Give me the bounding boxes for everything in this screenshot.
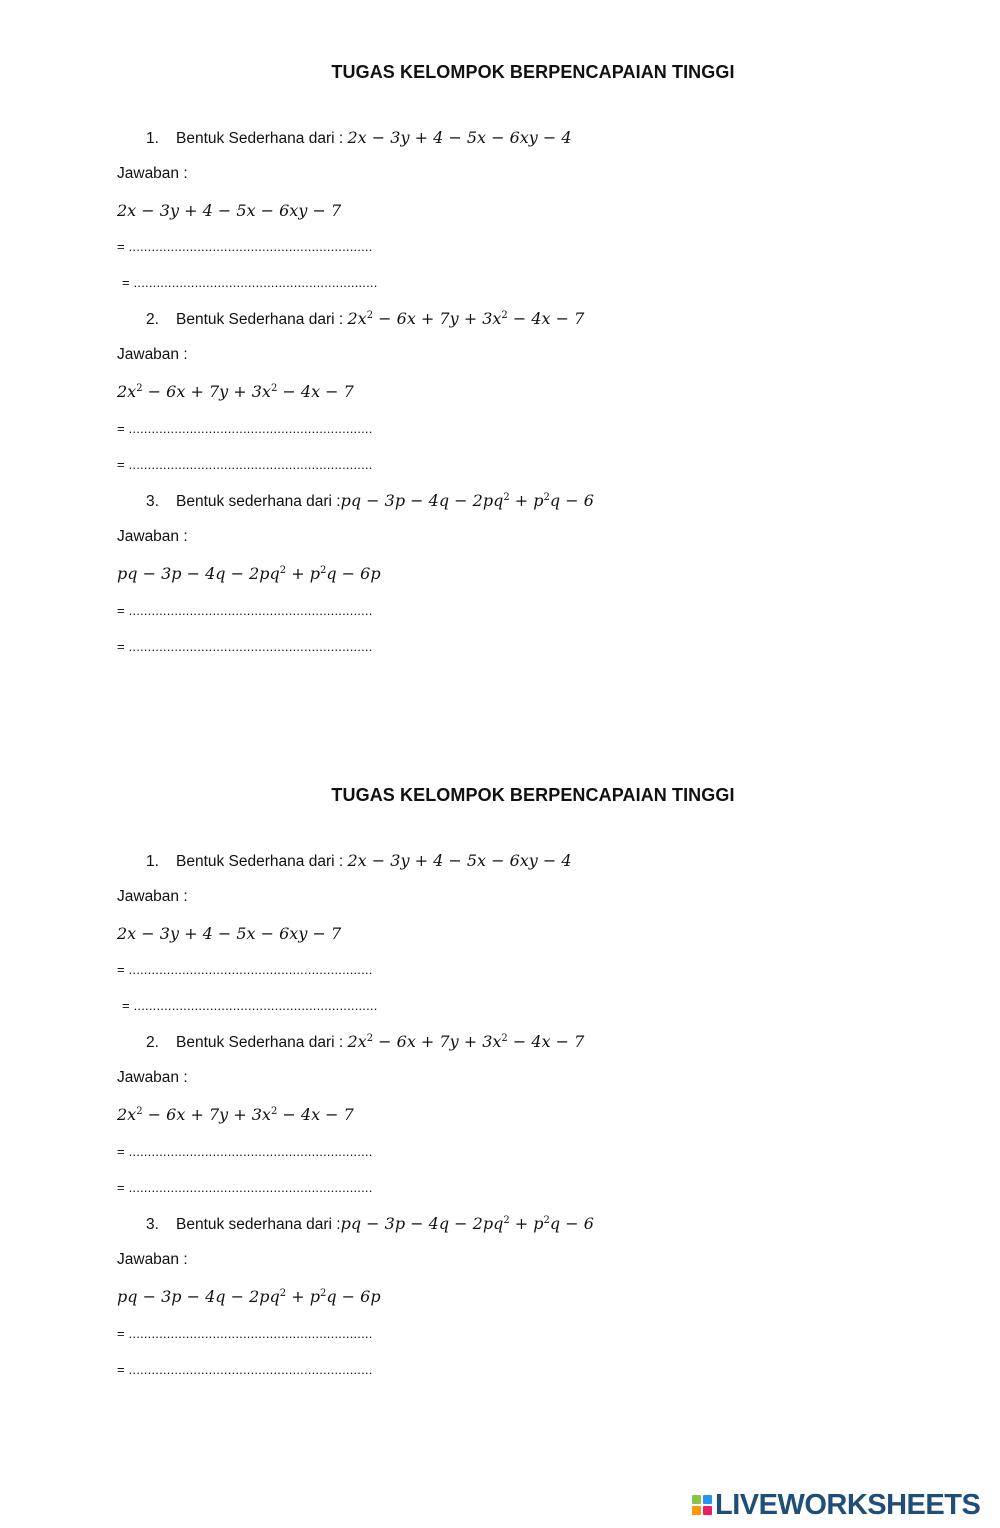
worksheet-title: TUGAS KELOMPOK BERPENCAPAIAN TINGGI <box>331 785 735 805</box>
question-expression: pq − $3p - 4q - 2pq^2 + p^2q - 6$ <box>340 491 594 510</box>
logo-text: LIVEWORKSHEETS <box>715 1488 981 1521</box>
answer-work: 2x − 3y + 4 − 5x − 6xy − 7 <box>117 201 342 220</box>
question-number: 2. <box>146 311 159 328</box>
worksheet-section-2 <box>0 723 1000 1423</box>
answer-blank-line[interactable]: = ................................................................ <box>117 239 373 254</box>
question-prompt: Bentuk Sederhana dari : <box>176 853 348 870</box>
answer-blank-line[interactable]: = ................................................................ <box>117 1144 373 1159</box>
question-expression: 2x − 3y + 4 − 5x − 6xy − 4 <box>347 851 572 870</box>
question-expression: pq − $3p - 4q - 2pq^2 + p^2q - 6$ <box>340 1214 594 1233</box>
worksheet-title: TUGAS KELOMPOK BERPENCAPAIAN TINGGI <box>331 62 735 82</box>
question-expression: $2x^2 - 6x + 7y + 3x^2 - 4x - 7$ <box>347 309 585 328</box>
logo-square-icon <box>703 1506 712 1515</box>
answer-label: Jawaban : <box>117 346 188 363</box>
question-1 <box>146 128 572 148</box>
answer-label: Jawaban : <box>117 1069 188 1086</box>
question-prompt: Bentuk sederhana dari : <box>176 1216 341 1233</box>
answer-work: $2x^2 - 6x + 7y + 3x^2 - 4x - 7$ <box>117 1105 354 1124</box>
question-expression: 2x − 3y + 4 − 5x − 6xy − 4 <box>347 128 572 147</box>
answer-label: Jawaban : <box>117 888 188 905</box>
answer-work: $2x^2 - 6x + 7y + 3x^2 - 4x - 7$ <box>117 382 354 401</box>
answer-label: Jawaban : <box>117 1251 188 1268</box>
logo-mark-icon <box>692 1495 712 1515</box>
answer-blank-line[interactable]: = ................................................................ <box>117 421 373 436</box>
question-number: 1. <box>146 853 159 870</box>
answer-blank-line[interactable]: = ................................................................ <box>122 998 378 1013</box>
question-prompt: Bentuk Sederhana dari : <box>176 311 348 328</box>
answer-work: 2x − 3y + 4 − 5x − 6xy − 7 <box>117 924 342 943</box>
question-number: 3. <box>146 493 159 510</box>
logo-square-icon <box>692 1495 701 1504</box>
answer-blank-line[interactable]: = ................................................................ <box>117 1180 373 1195</box>
answer-blank-line[interactable]: = ................................................................ <box>117 1326 373 1341</box>
answer-blank-line[interactable]: = ................................................................ <box>117 603 373 618</box>
question-prompt: Bentuk sederhana dari : <box>176 493 341 510</box>
question-number: 3. <box>146 1216 159 1233</box>
liveworksheets-logo[interactable] <box>692 1488 992 1522</box>
logo-square-icon <box>692 1506 701 1515</box>
answer-label: Jawaban : <box>117 528 188 545</box>
question-2 <box>146 309 584 329</box>
logo-square-icon <box>703 1495 712 1504</box>
answer-blank-line[interactable]: = ................................................................ <box>117 639 373 654</box>
answer-blank-line[interactable]: = ................................................................ <box>117 1362 373 1377</box>
answer-work: pq − $3p - 4q - 2pq^2 + p^2q - 6p$ <box>117 564 381 583</box>
question-2 <box>146 1032 584 1052</box>
answer-blank-line[interactable]: = ................................................................ <box>117 962 373 977</box>
answer-work: pq − $3p - 4q - 2pq^2 + p^2q - 6p$ <box>117 1287 381 1306</box>
answer-blank-line[interactable]: = ................................................................ <box>122 275 378 290</box>
question-prompt: Bentuk Sederhana dari : <box>176 1034 348 1051</box>
question-3 <box>146 1214 594 1234</box>
answer-label: Jawaban : <box>117 165 188 182</box>
answer-blank-line[interactable]: = ................................................................ <box>117 457 373 472</box>
question-number: 2. <box>146 1034 159 1051</box>
question-expression: $2x^2 - 6x + 7y + 3x^2 - 4x - 7$ <box>347 1032 585 1051</box>
question-prompt: Bentuk Sederhana dari : <box>176 130 348 147</box>
question-3 <box>146 491 594 511</box>
question-1 <box>146 851 572 871</box>
worksheet-section-1 <box>0 0 1000 700</box>
question-number: 1. <box>146 130 159 147</box>
